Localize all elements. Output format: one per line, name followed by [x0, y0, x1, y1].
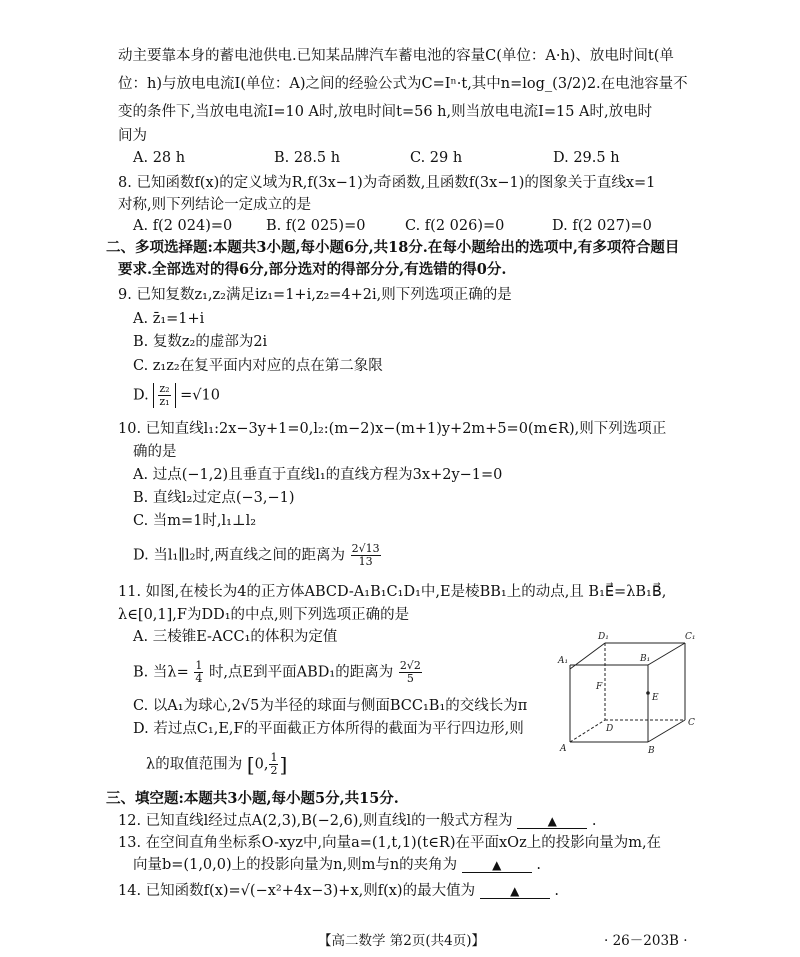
q11-b-distance-numerator: 2√2: [399, 659, 421, 672]
q10-d-fraction: [351, 543, 381, 568]
q11-b-distance-denominator: 5: [406, 672, 414, 685]
q7-line-2: 位：h)与放电电流I(单位：A)之间的经验公式为C=Iⁿ·t,其中n=log_(3/2)2.在电池容量不: [118, 76, 688, 92]
q9-d-prefix: D.: [133, 387, 149, 404]
label-c1: C₁: [685, 632, 696, 642]
q9-d-abs: [153, 383, 175, 408]
cube-figure: [548, 632, 718, 765]
q13-tail: .: [536, 857, 542, 873]
q13-stem: 向量b=(1,0,0)上的投影向量为n,则m与n的夹角为: [133, 857, 458, 873]
q12-tail: .: [591, 813, 597, 829]
q13-line-1: 13. 在空间直角坐标系O-xyz中,向量a=(1,t,1)(t∈R)在平面xOz上的投影向量为m,在: [118, 835, 662, 851]
q11-option-c: C. 以A₁为球心,2√5为半径的球面与侧面BCC₁B₁的交线长为π: [133, 698, 528, 714]
footer-page-info: 【高二数学 第2页(共4页)】: [318, 933, 486, 949]
q11-b-lambda-numerator: 1: [195, 659, 203, 672]
q9-d-fraction: [158, 383, 170, 408]
q11-option-d-line-1: D. 若过点C₁,E,F的平面截正方体所得的截面为平行四边形,则: [133, 721, 524, 737]
q8-option-a: A. f(2 024)=0: [133, 218, 233, 234]
label-c: C: [688, 718, 695, 728]
q11-option-d-line-2: λ的取值范围为 [0, $\frac{1}{2}$ ]: [146, 751, 288, 777]
q9-option-d: [133, 383, 220, 408]
q10-d-prefix: D. 当l₁∥l₂时,两直线之间的距离为: [133, 547, 346, 564]
q9-option-c: C. z₁z₂在复平面内对应的点在第二象限: [133, 358, 383, 374]
q8-option-b: B. f(2 025)=0: [266, 218, 366, 234]
edge-b1c1: [648, 643, 685, 665]
q7-option-b: B. 28.5 h: [274, 150, 341, 166]
q11-b-prefix: B. 当λ=: [133, 664, 189, 681]
q9-stem: 9. 已知复数z₁,z₂满足iz₁=1+i,z₂=4+2i,则下列选项正确的是: [118, 287, 512, 303]
q13-blank-marker: ▲: [492, 858, 502, 872]
q11-line-2: λ∈[0,1],F为DD₁的中点,则下列选项正确的是: [118, 607, 410, 623]
q10-d-denominator: 13: [358, 555, 373, 568]
q11-b-lambda-fraction: [194, 660, 203, 685]
q9-option-a: A. z̄₁=1+i: [133, 311, 205, 327]
q12-stem: 12. 已知直线l经过点A(2,3),B(−2,6),则直线l的一般式方程为: [118, 813, 513, 829]
label-d: D: [606, 724, 614, 734]
q14-tail: .: [554, 883, 559, 899]
edge-ad: [570, 720, 605, 742]
q11-b-lambda-denominator: 4: [195, 672, 203, 685]
q8-line-1: 8. 已知函数f(x)的定义域为R,f(3x−1)为奇函数,且函数f(3x−1)的图象关于直线x=1: [118, 175, 656, 191]
label-b: B: [648, 746, 655, 756]
edge-bc: [648, 720, 685, 742]
q11-line-1: 11. 如图,在棱长为4的正方体ABCD-A₁B₁C₁D₁中,E是棱BB₁上的动点,且 B₁E⃗=λB₁B⃗,: [118, 584, 667, 600]
q7-option-c: C. 29 h: [410, 150, 463, 166]
q7-option-a: A. 28 h: [133, 150, 186, 166]
q8-line-2: 对称,则下列结论一定成立的是: [118, 197, 312, 213]
q11-d2-low: 0: [254, 756, 264, 773]
q7-option-d: D. 29.5 h: [553, 150, 620, 166]
label-f: F: [596, 682, 603, 692]
q11-d2-fraction: [269, 752, 278, 777]
q7-line-4: 间为: [118, 128, 147, 144]
q8-option-c: C. f(2 026)=0: [405, 218, 505, 234]
q10-option-c: C. 当m=1时,l₁⊥l₂: [133, 513, 257, 529]
label-a: A: [560, 744, 567, 754]
q11-option-b: [133, 660, 423, 685]
q11-d2-denominator: 2: [270, 764, 278, 777]
label-e: E: [652, 693, 659, 703]
q12-answer-blank[interactable]: [517, 814, 587, 829]
q9-d-numerator: z₂: [159, 382, 170, 395]
q8-option-d: D. f(2 027)=0: [552, 218, 652, 234]
q9-d-rhs: =√10: [180, 387, 220, 404]
q10-option-d: [133, 543, 382, 568]
label-d1: D₁: [598, 632, 609, 642]
label-a1: A₁: [558, 656, 569, 666]
q14-answer-blank[interactable]: [480, 884, 550, 899]
q10-option-b: B. 直线l₂过定点(−3,−1): [133, 490, 295, 506]
q10-option-a: A. 过点(−1,2)且垂直于直线l₁的直线方程为3x+2y−1=0: [133, 467, 503, 483]
q11-d2-prefix: λ的取值范围为: [146, 756, 243, 773]
q10-line-1: 10. 已知直线l₁:2x−3y+1=0,l₂:(m−2)x−(m+1)y+2m+5=0(m∈R),则下列选项正: [118, 421, 667, 437]
section2-heading-line-1: 二、多项选择题:本题共3小题,每小题6分,共18分.在每小题给出的选项中,有多项符合题目: [106, 239, 680, 256]
q14-stem: 14. 已知函数f(x)=√(−x²+4x−3)+x,则f(x)的最大值为: [118, 883, 476, 899]
q11-d2-open-bracket: [: [246, 752, 255, 777]
q7-line-3: 变的条件下,当放电电流I=10 A时,放电时间t=56 h,则当放电电流I=15 A时,放电时: [118, 104, 653, 120]
q11-d2-close-bracket: ]: [279, 752, 288, 777]
footer-code: · 26－203B ·: [604, 933, 688, 949]
q12-line: [118, 812, 597, 830]
q10-d-numerator: 2√13: [351, 542, 380, 555]
point-e: [646, 691, 650, 695]
section2-heading-line-2: 要求.全部选对的得6分,部分选对的得部分分,有选错的得0分.: [118, 261, 507, 278]
q9-d-denominator: z₁: [159, 395, 170, 408]
label-b1: B₁: [640, 654, 651, 664]
section3-heading: 三、填空题:本题共3小题,每小题5分,共15分.: [106, 790, 399, 807]
q12-blank-marker: ▲: [547, 814, 557, 828]
q9-option-b: B. 复数z₂的虚部为2i: [133, 334, 268, 350]
q7-line-1: 动主要靠本身的蓄电池供电.已知某品牌汽车蓄电池的容量C(单位：A·h)、放电时间t(单: [118, 48, 674, 64]
q13-line-2: [133, 856, 541, 874]
q14-blank-marker: ▲: [510, 884, 520, 898]
q10-line-2: 确的是: [133, 444, 177, 460]
q11-d2-numerator: 1: [270, 751, 278, 764]
q13-answer-blank[interactable]: [462, 858, 532, 873]
q11-b-distance-fraction: [399, 660, 422, 685]
q11-option-a: A. 三棱锥E-ACC₁的体积为定值: [133, 629, 338, 645]
q11-b-mid: 时,点E到平面ABD₁的距离为: [208, 664, 394, 681]
q14-line: [118, 882, 559, 900]
